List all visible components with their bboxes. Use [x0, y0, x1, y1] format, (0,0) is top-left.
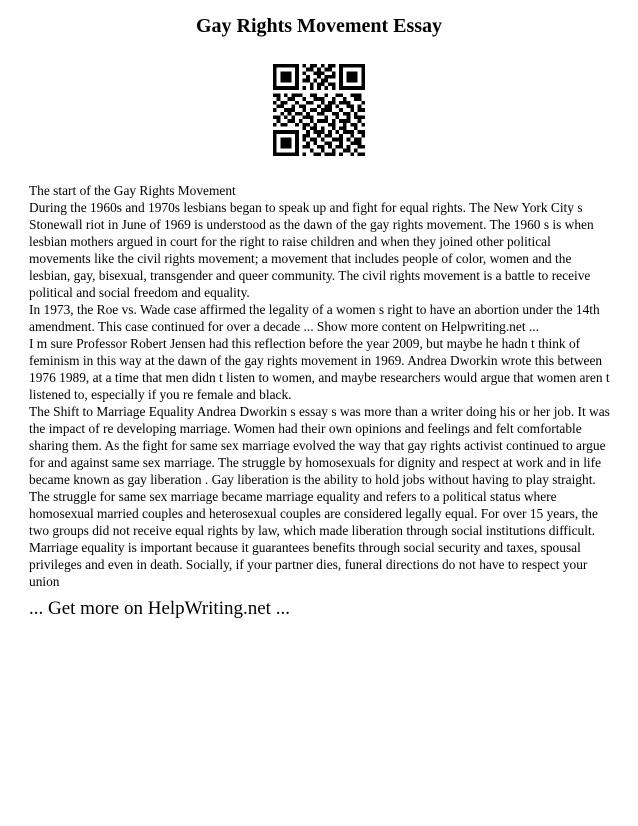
paragraph-heading: The start of the Gay Rights Movement [29, 183, 236, 198]
essay-body [29, 182, 611, 590]
paragraph: During the 1960s and 1970s lesbians began to speak up and fight for equal rights. The New York City s Stonewall riot in June of 1969 is understood as the dawn of the gay rights movement. The 1960 s is when lesbian mothers argued in court for the right to raise children and when they joined other political movements like the civil rights movement; a movement that includes people of color, women and the lesbian, gay, bisexual, transgender and queer community. The civil rights movement is a battle to receive political and social freedom and equality. [29, 200, 594, 300]
paragraph: I m sure Professor Robert Jensen had this reflection before the year 2009, but maybe he hadn t think of feminism in this way at the dawn of the gay rights movement in 1969. Andrea Dworkin wrote this between 1976 1989, at a time that men didn t listen to women, and maybe researchers would argue that women aren t listened to, especially if you re female and black. [29, 336, 610, 402]
paragraph: The Shift to Marriage Equality Andrea Dworkin s essay s was more than a writer doing his or her job. It was the impact of re developing marriage. Women had their own opinions and feelings and felt comfortable sharing them. As the fight for same sex marriage evolved the way that gay rights activist continued to argue for and against same sex marriage. The struggle by homosexuals for dignity and respect at work and in life became known as gay liberation . Gay liberation is the ability to hold jobs without having to play straight. The struggle for same sex marriage became marriage equality and refers to a political status where homosexual married couples and heterosexual couples are considered legally equal. For over 15 years, the two groups did not receive equal rights by law, which made liberation through social institutions difficult. Marriage equality is important because it guarantees benefits through social security and taxes, spousal privileges and even in death. Socially, if your partner dies, funeral directions do not have to respect your union [29, 404, 610, 589]
page-title: Gay Rights Movement Essay [195, 15, 443, 37]
paragraph: In 1973, the Roe vs. Wade case affirmed the legality of a women s right to have an abortion under the 14th amendment. This case continued for over a decade ... Show more content on Helpwriting.net ... [29, 302, 600, 334]
get-more-link[interactable]: ... Get more on HelpWriting.net ... [29, 598, 290, 619]
qr-code-icon [273, 64, 365, 156]
